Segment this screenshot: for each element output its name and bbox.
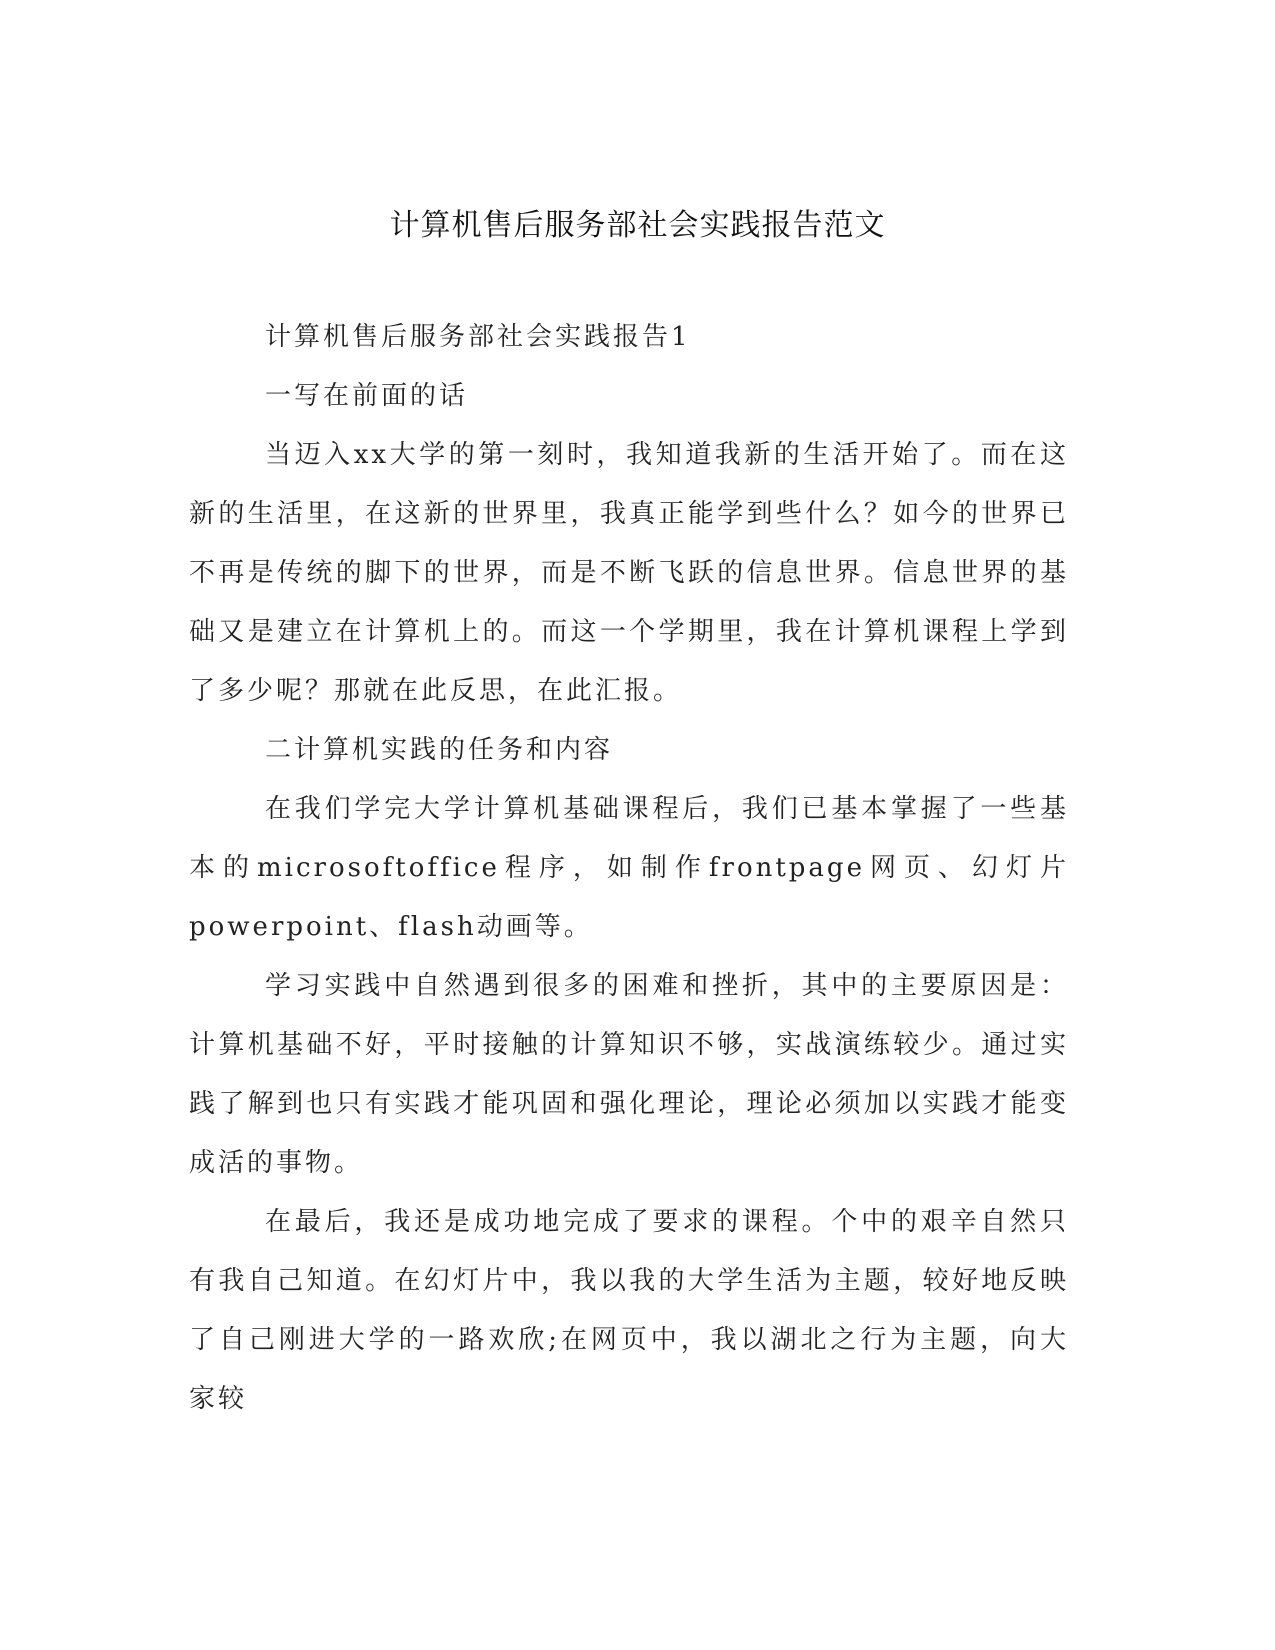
paragraph-intro: 当迈入xx大学的第一刻时，我知道我新的生活开始了。而在这新的生活里，在这新的世界里，我真正能学到些什么？如今的世界已不再是传统的脚下的世界，而是不断飞跃的信息世界。信息世界的基础又是建立在计算机上的。而这一个学期里，我在计算机课程上学到了多少呢？那就在此反思，在此汇报。 — [189, 440, 1069, 706]
paragraph-office-skills: 在我们学完大学计算机基础课程后，我们已基本掌握了一些基本的microsoftoffice程序，如制作frontpage网页、幻灯片powerpoint、flash动画等。 — [189, 794, 1069, 942]
paragraph-section-heading-1: 计算机售后服务部社会实践报告1 — [265, 322, 691, 352]
document-body — [189, 308, 1069, 1429]
paragraph-heading-tasks: 二计算机实践的任务和内容 — [265, 735, 614, 765]
document-title: 计算机售后服务部社会实践报告范文 — [389, 208, 886, 243]
paragraph-heading-preface: 一写在前面的话 — [265, 381, 469, 411]
paragraph-conclusion: 在最后，我还是成功地完成了要求的课程。个中的艰辛自然只有我自己知道。在幻灯片中，我以我的大学生活为主题，较好地反映了自己刚进大学的一路欢欣;在网页中，我以湖北之行为主题，向大家较 — [189, 1207, 1069, 1414]
paragraph-difficulties: 学习实践中自然遇到很多的困难和挫折，其中的主要原因是：计算机基础不好，平时接触的计算知识不够，实战演练较少。通过实践了解到也只有实践才能巩固和强化理论，理论必须加以实践才能变成活的事物。 — [189, 971, 1069, 1178]
